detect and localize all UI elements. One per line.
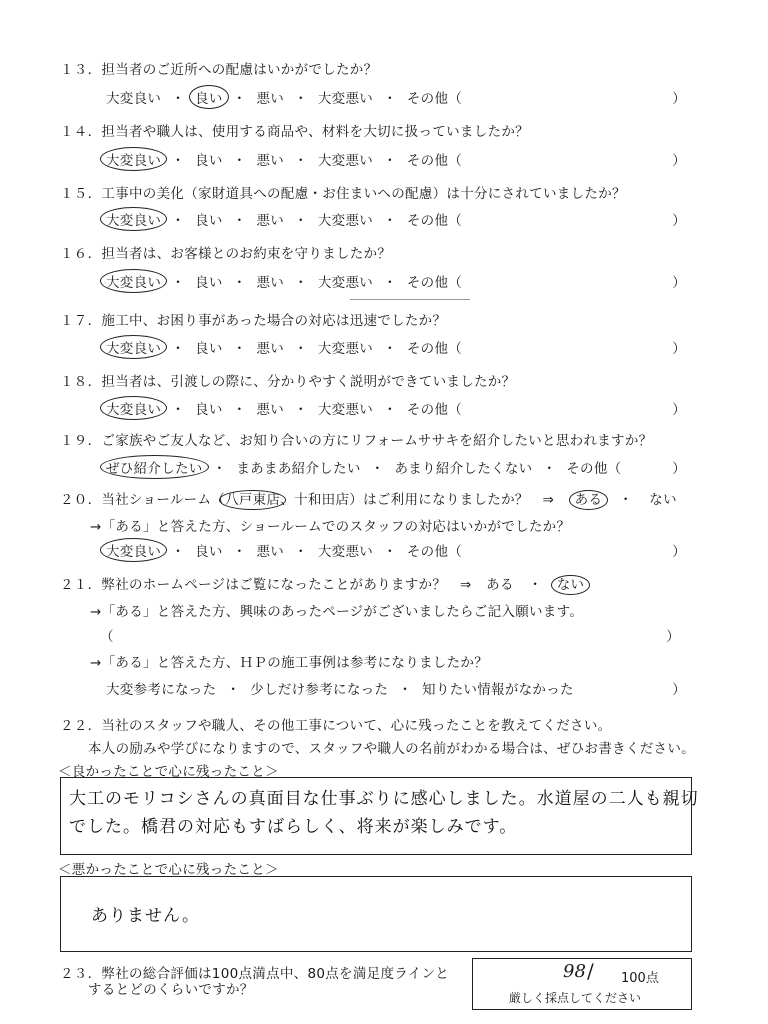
option-separator: ・ <box>171 544 186 560</box>
q23-score-value: 98 <box>563 961 586 982</box>
q21-label <box>60 573 584 593</box>
q23-score-box[interactable] <box>472 958 692 1010</box>
q15-option-3[interactable]: 大変悪い <box>317 213 374 229</box>
q23-label-2: するとどのくらいですか？ <box>88 982 254 998</box>
q19-close-paren: ） <box>672 461 686 477</box>
option-separator: ・ <box>383 213 397 229</box>
q21-sep: ・ <box>528 577 543 593</box>
q20-option-4[interactable]: その他（ <box>406 544 463 560</box>
q21-sub-question-2: →「ある」と答えた方、ＨＰの施工事例は参考になりましたか？ <box>90 655 489 671</box>
q20-close-paren: ） <box>672 544 686 560</box>
q17-options <box>106 337 686 357</box>
q17-option-2[interactable]: 悪い <box>256 341 285 357</box>
q13-option-0[interactable]: 大変良い <box>106 91 162 107</box>
q14-close-paren: ） <box>672 153 686 169</box>
option-separator: ・ <box>383 153 397 169</box>
option-separator: ・ <box>171 275 186 291</box>
q20-no[interactable]: ない <box>649 492 677 508</box>
q23-label: ２３．弊社の総合評価は100点満点中、80点を満足度ラインと <box>60 966 450 982</box>
option-separator: ・ <box>171 341 186 357</box>
q22-bad-text: ありません。 <box>91 906 201 926</box>
q13-option-1[interactable]: 良い <box>189 85 229 109</box>
option-separator: ・ <box>383 402 397 418</box>
q20-sep: ・ <box>618 492 633 508</box>
q22-bad-answer-box[interactable] <box>60 876 692 952</box>
q21-option-1[interactable]: 少しだけ参考になった <box>250 682 389 698</box>
option-separator: ・ <box>212 461 227 477</box>
q14-options <box>106 149 686 169</box>
q15-option-2[interactable]: 悪い <box>256 213 285 229</box>
q21-option-2[interactable]: 知りたい情報がなかった <box>422 682 574 698</box>
option-separator: ・ <box>232 275 247 291</box>
q21-yes[interactable]: ある <box>486 577 514 593</box>
q14-option-0[interactable]: 大変良い <box>100 147 167 171</box>
q20-option-2[interactable]: 悪い <box>256 544 285 560</box>
q15-label: １５．工事中の美化（家財道具への配慮・お住まいへの配慮）は十分にされていましたか？ <box>60 186 626 202</box>
q13-option-2[interactable]: 悪い <box>256 91 285 107</box>
q20-options <box>106 540 686 560</box>
q14-option-1[interactable]: 良い <box>195 153 223 169</box>
q20-option-1[interactable]: 良い <box>195 544 223 560</box>
q15-close-paren: ） <box>672 213 686 229</box>
q14-option-2[interactable]: 悪い <box>256 153 285 169</box>
option-separator: ・ <box>398 682 413 698</box>
q15-option-1[interactable]: 良い <box>195 213 223 229</box>
q22-good-text-1: 大工のモリコシさんの真面目な仕事ぶりに感心しました。水道屋の二人も親切 <box>69 789 699 809</box>
q20-store-selected[interactable]: 八戸東店 <box>219 490 286 510</box>
q20-label-b: 、十和田店）はご利用になりましたか？ ⇒ <box>280 492 555 508</box>
q18-option-0[interactable]: 大変良い <box>100 396 167 420</box>
q15-option-4[interactable]: その他（ <box>406 213 463 229</box>
option-separator: ・ <box>171 91 186 107</box>
q19-option-1[interactable]: まあまあ紹介したい <box>236 461 361 477</box>
q15-option-0[interactable]: 大変良い <box>100 207 167 231</box>
q21-sub-question-1: →「ある」と答えた方、興味のあったページがございましたらご記入願います。 <box>90 604 584 620</box>
option-separator: ・ <box>294 341 308 357</box>
q21-label-text: ２１．弊社のホームページはご覧になったことがありますか？ ⇒ <box>60 577 472 593</box>
q14-label: １４．担当者や職人は、使用する商品や、材料を大切に扱っていましたか？ <box>60 124 529 140</box>
option-separator: ・ <box>232 402 247 418</box>
q22-good-label: ＜良かったことで心に残ったこと＞ <box>58 764 279 780</box>
q16-label: １６．担当者は、お客様とのお約束を守りましたか？ <box>60 246 392 262</box>
q17-option-0[interactable]: 大変良い <box>100 335 167 359</box>
option-separator: ・ <box>383 275 397 291</box>
option-separator: ・ <box>294 275 308 291</box>
q20-option-3[interactable]: 大変悪い <box>317 544 374 560</box>
q20-label-a: ２０．当社ショールーム（ <box>60 492 226 508</box>
q21-free-answer[interactable] <box>100 625 680 645</box>
option-separator: ・ <box>294 91 308 107</box>
option-separator: ・ <box>370 461 385 477</box>
q23-score-unit: 100点 <box>621 971 659 986</box>
q20-label <box>60 488 677 508</box>
q21-no-selected[interactable]: ない <box>551 575 591 595</box>
option-separator: ・ <box>294 153 308 169</box>
q19-option-2[interactable]: あまり紹介したくない <box>394 461 533 477</box>
q18-option-1[interactable]: 良い <box>195 402 223 418</box>
q16-close-paren: ） <box>672 275 686 291</box>
option-separator: ・ <box>171 153 186 169</box>
q21-close-paren: ） <box>666 629 680 645</box>
q15-options <box>106 209 686 229</box>
q19-options <box>106 457 686 477</box>
q22-label-2: 本人の励みや学びになりますので、スタッフや職人の名前がわかる場合は、ぜひお書きください。 <box>88 741 695 757</box>
q23-score-note: 厳しく採点してください <box>509 991 642 1005</box>
option-separator: ・ <box>294 213 308 229</box>
slash-mark: / <box>587 959 594 983</box>
q16-option-0[interactable]: 大変良い <box>100 269 167 293</box>
q16-option-2[interactable]: 悪い <box>256 275 285 291</box>
q21-close-paren: ） <box>672 682 686 698</box>
option-separator: ・ <box>232 544 247 560</box>
q18-label: １８．担当者は、引渡しの際に、分かりやすく説明ができていましたか？ <box>60 374 516 390</box>
q14-option-3[interactable]: 大変悪い <box>317 153 374 169</box>
option-separator: ・ <box>294 544 308 560</box>
q21-open-paren: （ <box>100 629 114 645</box>
q13-label: １３．担当者のご近所への配慮はいかがでしたか？ <box>60 62 378 78</box>
q17-option-3[interactable]: 大変悪い <box>317 341 374 357</box>
q17-option-4[interactable]: その他（ <box>406 341 463 357</box>
option-separator: ・ <box>171 402 186 418</box>
q16-option-1[interactable]: 良い <box>195 275 223 291</box>
q17-option-1[interactable]: 良い <box>195 341 223 357</box>
option-separator: ・ <box>232 341 247 357</box>
q21-options <box>106 678 686 698</box>
q19-option-3[interactable]: その他（ <box>566 461 622 477</box>
q13-options <box>106 87 686 107</box>
option-separator: ・ <box>232 213 247 229</box>
option-separator: ・ <box>232 153 247 169</box>
option-separator: ・ <box>383 544 397 560</box>
q22-good-answer-box[interactable] <box>60 777 699 855</box>
q18-option-4[interactable]: その他（ <box>406 402 463 418</box>
q16-option-4[interactable]: その他（ <box>406 275 463 291</box>
q19-option-0[interactable]: ぜひ紹介したい <box>100 455 209 479</box>
option-separator: ・ <box>383 91 397 107</box>
q16-option-3[interactable]: 大変悪い <box>317 275 374 291</box>
q18-option-2[interactable]: 悪い <box>256 402 285 418</box>
q18-options <box>106 398 686 418</box>
option-separator: ・ <box>226 682 241 698</box>
q21-option-0[interactable]: 大変参考になった <box>106 682 217 698</box>
q20-option-0[interactable]: 大変良い <box>100 538 167 562</box>
q20-yes-selected[interactable]: ある <box>569 490 609 510</box>
q19-label: １９．ご家族やご友人など、お知り合いの方にリフォームササキを紹介したいと思われますか？ <box>60 433 653 449</box>
q22-bad-label: ＜悪かったことで心に残ったこと＞ <box>58 862 279 878</box>
q18-option-3[interactable]: 大変悪い <box>317 402 374 418</box>
option-separator: ・ <box>542 461 557 477</box>
q22-good-text-2: でした。橋君の対応もすばらしく、将来が楽しみです。 <box>69 817 518 837</box>
q16-options <box>106 271 686 291</box>
option-separator: ・ <box>232 91 247 107</box>
writing-line <box>350 299 470 300</box>
option-separator: ・ <box>383 341 397 357</box>
q13-close-paren: ） <box>672 91 686 107</box>
option-separator: ・ <box>171 213 186 229</box>
q17-close-paren: ） <box>672 341 686 357</box>
q20-sub-question: →「ある」と答えた方、ショールームでのスタッフの対応はいかがでしたか？ <box>90 519 571 535</box>
q18-close-paren: ） <box>672 402 686 418</box>
q17-label: １７．施工中、お困り事があった場合の対応は迅速でしたか？ <box>60 313 447 329</box>
q13-option-4[interactable]: その他（ <box>406 91 463 107</box>
q22-label: ２２．当社のスタッフや職人、その他工事について、心に残ったことを教えてください。 <box>60 718 612 734</box>
option-separator: ・ <box>294 402 308 418</box>
q13-option-3[interactable]: 大変悪い <box>317 91 374 107</box>
q14-option-4[interactable]: その他（ <box>406 153 463 169</box>
